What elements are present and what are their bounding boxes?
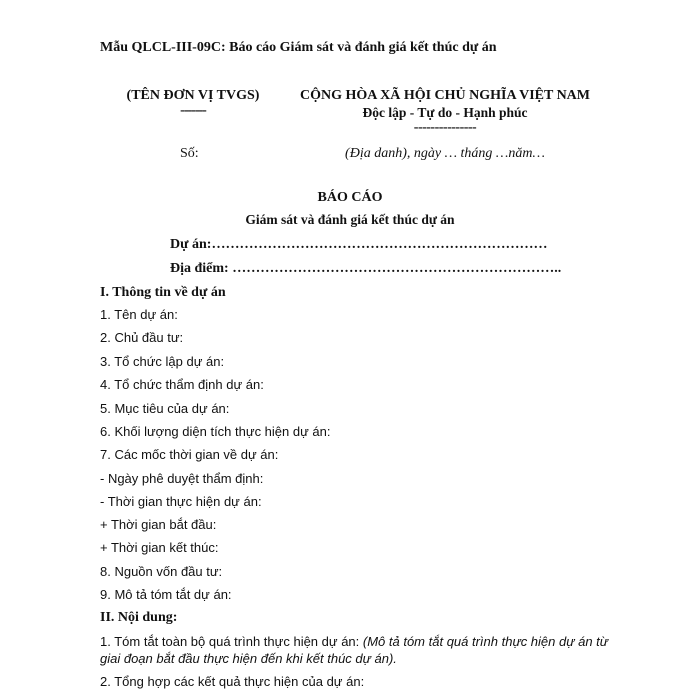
location-line: Địa điểm: ……………………………………………………………..	[170, 261, 562, 276]
national-motto: Độc lập - Tự do - Hạnh phúc	[362, 105, 528, 120]
place-date: (Địa danh), ngày … tháng …năm…	[345, 146, 545, 161]
paragraph-2: 2. Tổng hợp các kết quả thực hiện của dự án:	[100, 674, 365, 689]
org-name: (TÊN ĐƠN VỊ TVGS)	[126, 88, 260, 103]
paragraph-1	[100, 633, 620, 667]
report-title: BÁO CÁO	[317, 190, 383, 205]
section-1-heading: I. Thông tin về dự án	[100, 285, 226, 300]
list-item: 6. Khối lượng diện tích thực hiện dự án:	[100, 424, 331, 439]
section-2-heading: II. Nội dung:	[100, 610, 178, 625]
list-item: - Thời gian thực hiện dự án:	[100, 494, 262, 509]
project-line: Dự án:………………………………………………………………	[170, 237, 548, 252]
list-item: - Ngày phê duyệt thẩm định:	[100, 471, 264, 486]
paragraph-1-lead: 1. Tóm tắt toàn bộ quá trình thực hiện dự án:	[100, 634, 363, 649]
list-item: 3. Tổ chức lập dự án:	[100, 354, 225, 369]
list-item: 5. Mục tiêu của dự án:	[100, 401, 230, 416]
report-subtitle: Giám sát và đánh giá kết thúc dự án	[245, 212, 455, 227]
org-rule: -------	[180, 103, 206, 118]
list-item: 9. Mô tả tóm tắt dự án:	[100, 587, 232, 602]
list-item: 7. Các mốc thời gian về dự án:	[100, 447, 279, 462]
list-item: 1. Tên dự án:	[100, 307, 178, 322]
country-name: CỘNG HÒA XÃ HỘI CHỦ NGHĨA VIỆT NAM	[299, 88, 590, 103]
motto-rule: ---------------	[413, 120, 477, 135]
form-code: Mẫu QLCL-III-09C: Báo cáo Giám sát và đánh giá kết thúc dự án	[100, 40, 497, 55]
paragraph-1-note: (Mô tả tóm tắt quá trình thực hiện dự án từ giai đoạn bắt đầu thực hiện đến khi kết thúc dự án).	[100, 634, 609, 666]
document-number-label: Số:	[180, 146, 199, 161]
list-item: 8. Nguồn vốn đầu tư:	[100, 564, 223, 579]
list-item: 2. Chủ đầu tư:	[100, 330, 184, 345]
list-item: 4. Tổ chức thẩm định dự án:	[100, 377, 264, 392]
list-item: + Thời gian kết thúc:	[100, 540, 219, 555]
list-item: + Thời gian bắt đầu:	[100, 517, 217, 532]
